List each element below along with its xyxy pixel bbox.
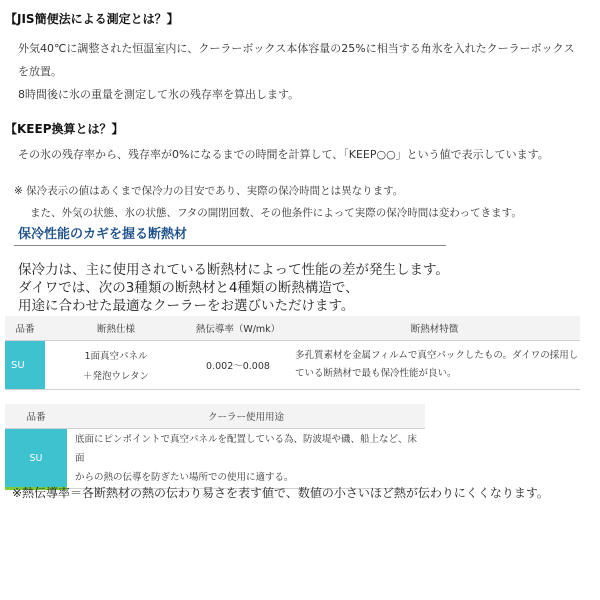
jis-text-line-3: 8時間後に氷の重量を測定して氷の残存率を算出します。 (18, 88, 300, 101)
table-row (5, 429, 425, 489)
header-usage: クーラー使用用途 (67, 404, 425, 429)
table-row (5, 341, 580, 390)
features-line-1: 多孔質素材を金属フィルムで真空パックしたもの。ダイワの採用し (295, 350, 579, 361)
header-features: 断熱材特徴 (289, 316, 580, 341)
header-model: 品番 (5, 316, 45, 341)
insulation-text-line-3: 用途に合わせた最適なクーラーをお選びいただけます。 (18, 298, 355, 314)
header-model: 品番 (5, 404, 67, 429)
spec-line-1: 1面真空パネル (84, 351, 148, 362)
model-badge: SU (5, 429, 67, 489)
model-badge: SU (5, 341, 45, 390)
insulation-text-line-1: 保冷力は、主に使用されている断熱材によって性能の差が発生します。 (18, 262, 449, 278)
header-conductivity: 熱伝導率（W/mk） (187, 316, 289, 341)
jis-text-line-2: を放置。 (18, 65, 62, 78)
spec-cell (45, 341, 187, 390)
conductivity-footnote: ※熱伝導率＝各断熱材の熱の伝わり易さを表す値で、数値の小さいほど熱が伝わりにくくなります。 (12, 486, 549, 500)
keep-text-line-1: その氷の残存率から、残存率が0%になるまでの時間を計算して、「KEEP○○」という値で表示しています。 (18, 148, 549, 161)
note-line-2: また、外気の状態、氷の状態、フタの開閉回数、その他条件によって実際の保冷時間は変わってきます。 (30, 207, 522, 219)
jis-heading: 【JIS簡便法による測定とは？】 (5, 12, 179, 26)
insulation-title: 保冷性能のカギを握る断熱材 (18, 227, 188, 242)
usage-line-2: からの熱の伝導を防ぎたい場所での使用に適する。 (75, 472, 294, 483)
title-divider (14, 245, 446, 246)
features-cell (289, 341, 580, 390)
usage-line-1: 底面にピンポイントで真空パネルを配置している為、防波堤や磯、船上など、床面 (75, 434, 418, 464)
conductivity-cell: 0.002～0.008 (187, 341, 289, 390)
note-line-1: ※ 保冷表示の値はあくまで保冷力の目安であり、実際の保冷時間とは異なります。 (14, 185, 404, 197)
table-header-row (5, 404, 425, 429)
features-line-2: ている断熱材で最も保冷性能が良い。 (295, 368, 457, 379)
usage-cell (67, 429, 425, 489)
jis-text-line-1: 外気40℃に調整された恒温室内に、クーラーボックス本体容量の25%に相当する角氷を入れたクーラーボックス (18, 42, 575, 55)
insulation-spec-table (5, 316, 580, 390)
header-spec: 断熱仕様 (45, 316, 187, 341)
insulation-text-line-2: ダイワでは、次の3種類の断熱材と4種類の断熱構造で、 (18, 280, 359, 296)
keep-heading: 【KEEP換算とは？】 (5, 122, 124, 136)
spec-line-2: ＋発泡ウレタン (82, 371, 150, 382)
table-header-row (5, 316, 580, 341)
usage-table (5, 404, 425, 490)
